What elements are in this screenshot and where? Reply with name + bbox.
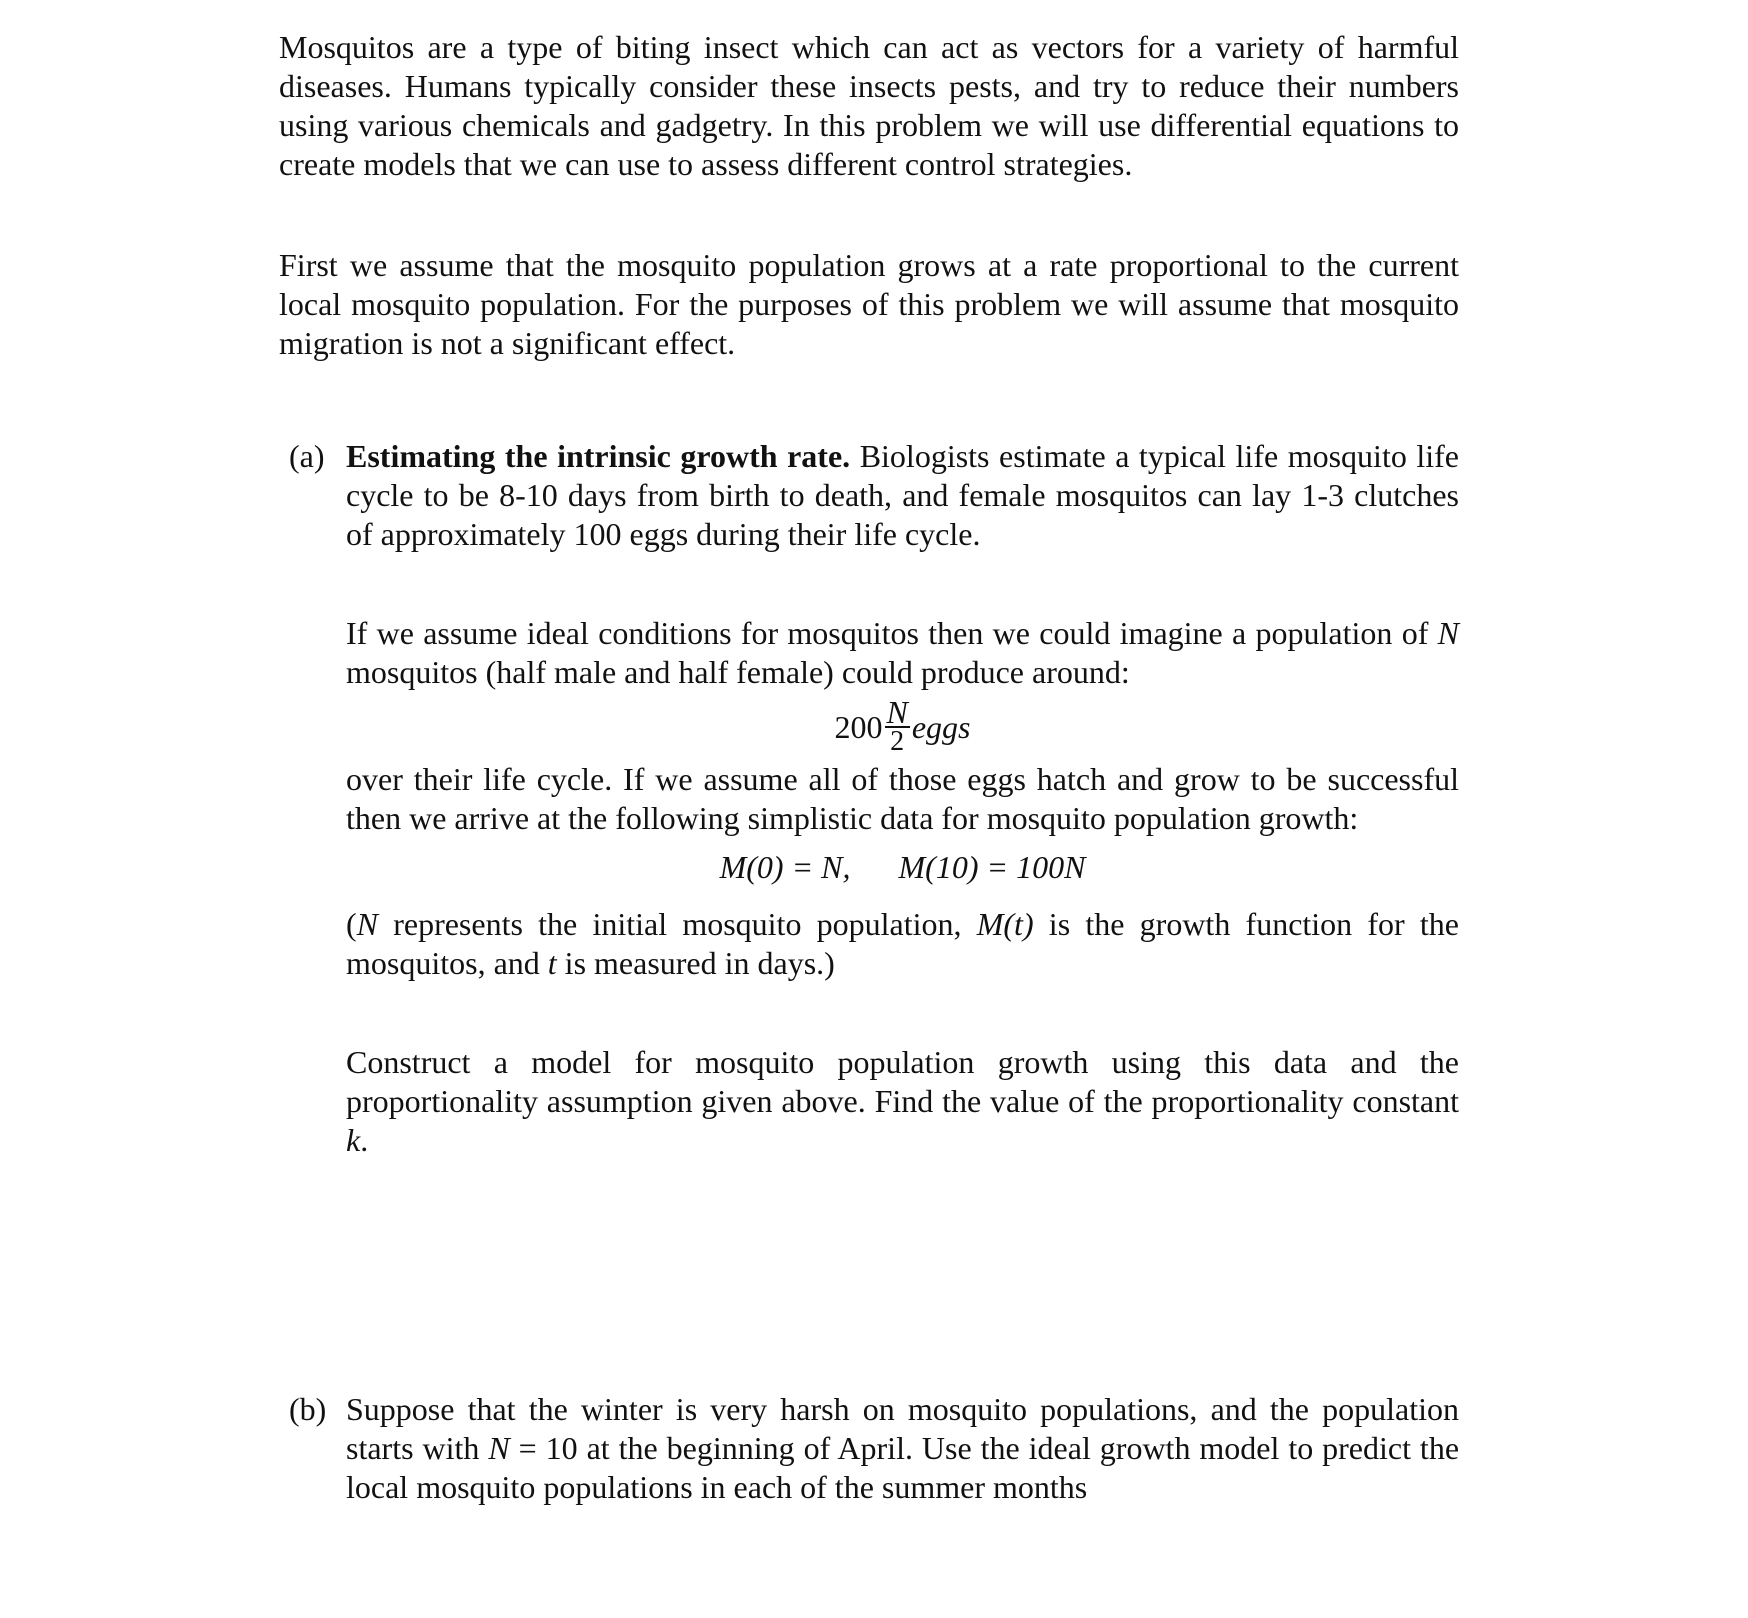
part-a-text-2-after: mosquitos (half male and half female) could produce around:: [346, 654, 1130, 690]
part-a-paragraph-3: over their life cycle. If we assume all of those eggs hatch and grow to be successful then we arrive at the following simplistic data for mosquito population growth:: [346, 761, 1459, 836]
part-a-text-5-before: Construct a model for mosquito population growth using this data and the proportionality assumption given above. Find the value of the proportionality constant: [346, 1044, 1459, 1119]
part-b-text-before: Suppose that the winter is very harsh on mosquito populations, and the population starts with: [346, 1391, 1459, 1466]
part-a-text-1: Biologists estimate a typical life mosquito life cycle to be 8-10 days from birth to death, and female mosquitos can lay 1-3 clutches of approximately 100 eggs during their life cycle.: [346, 438, 1459, 552]
growth-data-equation: [346, 848, 1459, 887]
intro-paragraph-2: First we assume that the mosquito population grows at a rate proportional to the current local mosquito population. For the purposes of this problem we will assume that mosquito migration is not a significant effect.: [279, 247, 1459, 361]
part-a: [279, 437, 1459, 1160]
part-b-label: (b): [289, 1391, 327, 1427]
day-ten-condition: M(10) = 100N: [898, 849, 1086, 885]
document-page: [279, 28, 1459, 1507]
eggs-fraction: [885, 694, 910, 757]
fraction-denominator: 2: [890, 726, 905, 757]
eggs-unit: eggs: [911, 708, 971, 745]
note-text-3: is measured in days.): [556, 945, 835, 981]
fraction-numerator: N: [886, 694, 908, 730]
part-a-label: (a): [289, 438, 325, 474]
var-k: k: [346, 1122, 361, 1158]
part-a-paragraph-5: [346, 1043, 1459, 1160]
var-m-of-t: M(t): [976, 906, 1034, 942]
eggs-coefficient: 200: [834, 708, 883, 745]
paren-open: (: [346, 906, 357, 942]
note-text-1: represents the initial mosquito population,: [378, 906, 977, 942]
initial-condition: M(0) = N,: [719, 849, 851, 885]
part-b-paragraph: [346, 1390, 1459, 1507]
intro-paragraph-1: Mosquitos are a type of biting insect which can act as vectors for a variety of harmful diseases. Humans typically consider these insects pests, and try to reduce their numbers using various chemicals and gadgetry. In this problem we will use differential equations to create models that we can use to assess different control strategies.: [279, 29, 1459, 182]
part-a-text-5-after: .: [360, 1122, 369, 1158]
var-t: t: [547, 945, 557, 981]
note-text-2: is the growth function for the mosquitos, and: [346, 906, 1459, 981]
part-a-paragraph-2: [346, 614, 1459, 692]
var-n-note: N: [356, 906, 378, 942]
part-a-title: Estimating the intrinsic growth rate.: [346, 438, 851, 474]
part-a-paragraph-1: [346, 437, 1459, 554]
eggs-equation: [346, 694, 1459, 757]
part-a-text-2-before: If we assume ideal conditions for mosquitos then we could imagine a population of: [346, 615, 1429, 651]
var-n: N: [1437, 615, 1460, 651]
var-n-b: N: [488, 1430, 510, 1466]
part-b: [279, 1390, 1459, 1507]
part-b-text-after: at the beginning of April. Use the ideal growth model to predict the local mosquito populations in each of the summer months: [346, 1430, 1460, 1505]
n-value: = 10: [509, 1430, 578, 1466]
part-a-paragraph-4: [346, 905, 1459, 983]
